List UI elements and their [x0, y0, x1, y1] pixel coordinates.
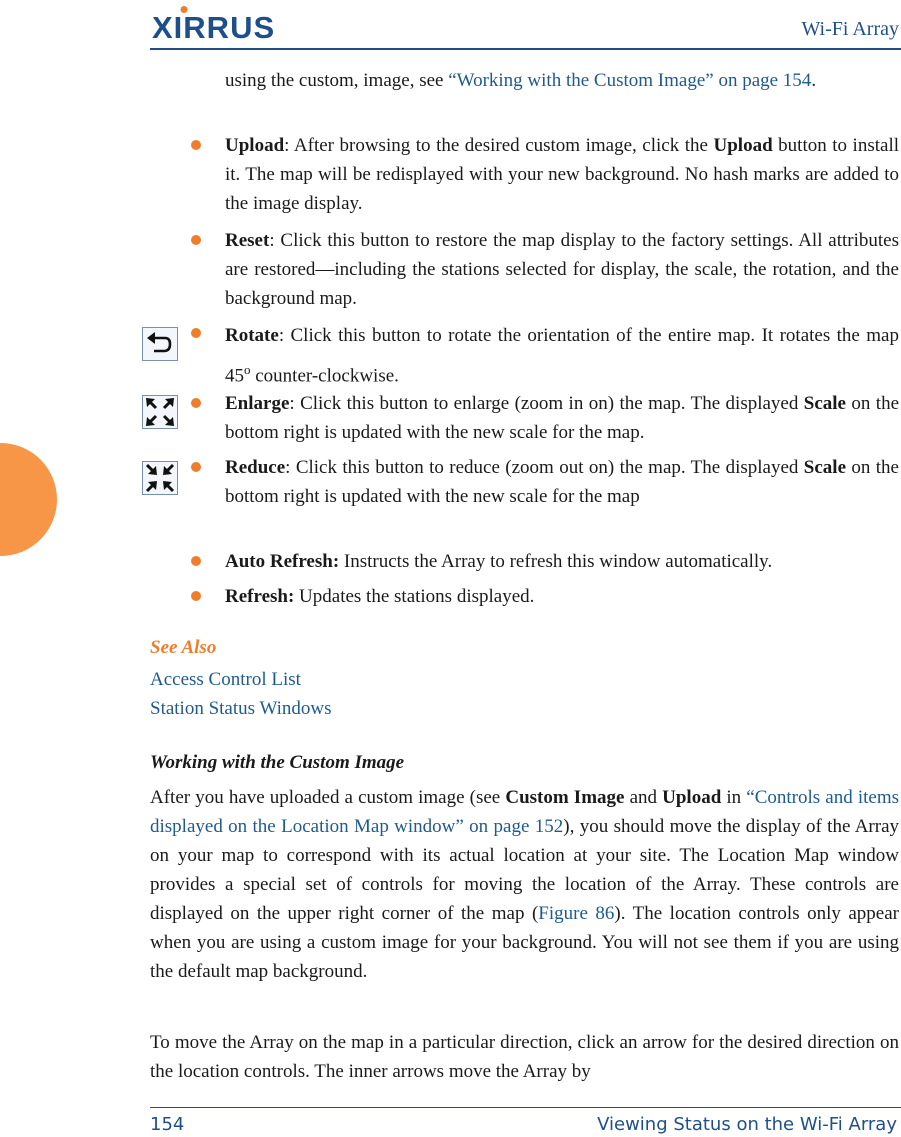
see-also-link-station-status[interactable]: Station Status Windows — [150, 698, 332, 719]
see-also-heading: See Also — [150, 637, 217, 658]
section-heading: Working with the Custom Image — [150, 752, 405, 773]
chapter-tab-marker — [0, 443, 57, 556]
enlarge-icon — [142, 395, 178, 429]
controls-items-link[interactable]: “Controls and items displayed on the Location Map window” on page 152 — [150, 787, 900, 837]
logo-text: XIRRUS — [152, 10, 276, 42]
bullet-rotate-marker — [191, 328, 201, 338]
see-also-link-access-control[interactable]: Access Control List — [150, 669, 301, 690]
section-paragraph-1: After you have uploaded a custom image (see Custom Image and Upload in “Controls and items displayed on the Location Map window” on page 152), you should move the display of the Array on your map to correspond with its actual location at your site. The Location Map window provides a special set of controls for moving the location of the Array. These controls are displayed on the upper right corner of the map (Figure 86). The location controls only appear when you are using a custom image for your background. You will not see them if you are using the default map background. — [150, 787, 900, 982]
bullet-upload: Upload: After browsing to the desired custom image, click the Upload button to install it. The map will be redisplayed with your new background. No hash marks are added to the image display. — [225, 135, 899, 214]
intro-paragraph: using the custom, image, see “Working with the Custom Image” on page 154. — [225, 70, 817, 91]
xirrus-logo — [152, 6, 302, 42]
bullet-reset: Reset: Click this button to restore the map display to the factory settings. All attributes are restored—including the stations selected for display, the scale, the rotation, and the background map. — [225, 230, 899, 309]
bullet-enlarge: Enlarge: Click this button to enlarge (zoom in on) the map. The displayed Scale on the bottom right is updated with the new scale for the map. — [225, 393, 900, 443]
bullet-reduce-marker — [191, 462, 201, 472]
header-title: Wi-Fi Array — [801, 18, 899, 40]
header-rule — [150, 48, 901, 50]
figure-86-link[interactable]: Figure 86 — [538, 903, 615, 924]
footer-title: Viewing Status on the Wi-Fi Array — [597, 1114, 897, 1135]
bullet-refresh-marker — [191, 591, 201, 601]
bullet-rotate: Rotate: Click this button to rotate the orientation of the entire map. It rotates the map 45$^o$ counter-clockwise. — [225, 325, 899, 387]
custom-image-link[interactable]: “Working with the Custom Image” on page 154 — [448, 70, 812, 91]
bullet-auto-refresh-marker — [191, 556, 201, 566]
bullet-reduce: Reduce: Click this button to reduce (zoom out on) the map. The displayed Scale on the bottom right is updated with the new scale for the map — [225, 457, 899, 507]
footer-rule — [150, 1107, 901, 1108]
bullet-reset-marker — [191, 235, 201, 245]
bullet-auto-refresh: Auto Refresh: Instructs the Array to refresh this window automatically. — [225, 551, 773, 572]
reduce-icon — [142, 461, 178, 495]
bullet-refresh: Refresh: Updates the stations displayed. — [225, 586, 535, 607]
bullet-upload-marker — [191, 140, 201, 150]
section-paragraph-2: To move the Array on the map in a particular direction, click an arrow for the desired direction on the location controls. The inner arrows move the Array by — [150, 1032, 899, 1082]
rotate-icon — [142, 327, 178, 361]
footer-page-number: 154 — [150, 1114, 185, 1135]
bullet-enlarge-marker — [191, 398, 201, 408]
